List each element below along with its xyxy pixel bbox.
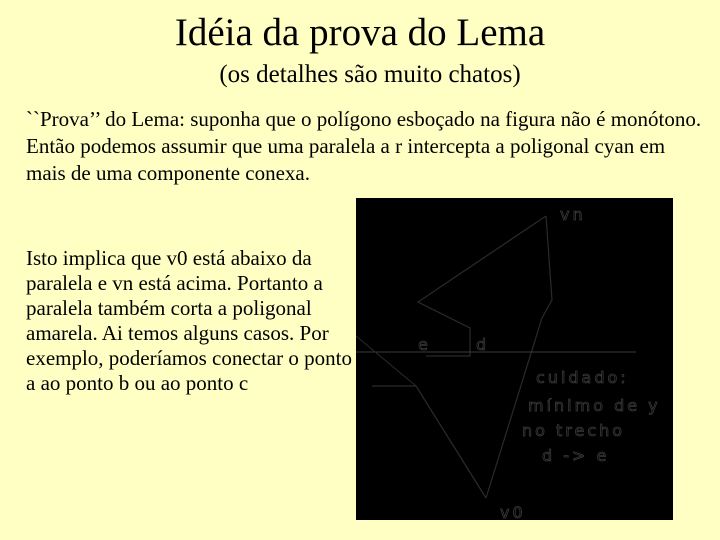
edge-e: [356, 336, 416, 386]
note-line-4: d -> e: [542, 446, 610, 465]
label-e: e: [418, 335, 431, 354]
slide-subtitle: (os detalhes são muito chatos): [219, 61, 521, 88]
label-v0: v0: [500, 503, 526, 520]
label-d: d: [476, 335, 490, 354]
note-line-2: mínimo de y: [528, 396, 661, 415]
note-line-3: no trecho: [522, 421, 626, 440]
note-line-1: cuidado:: [536, 368, 629, 387]
polygon-figure: [356, 198, 673, 520]
label-vn: vn: [560, 205, 586, 224]
lower-chain: [372, 386, 486, 498]
intro-paragraph: ``Prova’’ do Lema: suponha que o polígono esboçado na figura não é monótono. Então podemos assumir que uma paralela a r intercepta a poligonal cyan em mais de uma componente conexa.: [26, 107, 702, 185]
slide-title: Idéia da prova do Lema: [174, 11, 546, 54]
body-paragraph: Isto implica que v0 está abaixo da paralela e vn está acima. Portanto a paralela também corta a poligonal amarela. Ai temos alguns casos. Por exemplo, poderíamos conectar o ponto a ao ponto b ou ao ponto c: [26, 246, 352, 395]
polygon-diagram: [356, 198, 673, 520]
